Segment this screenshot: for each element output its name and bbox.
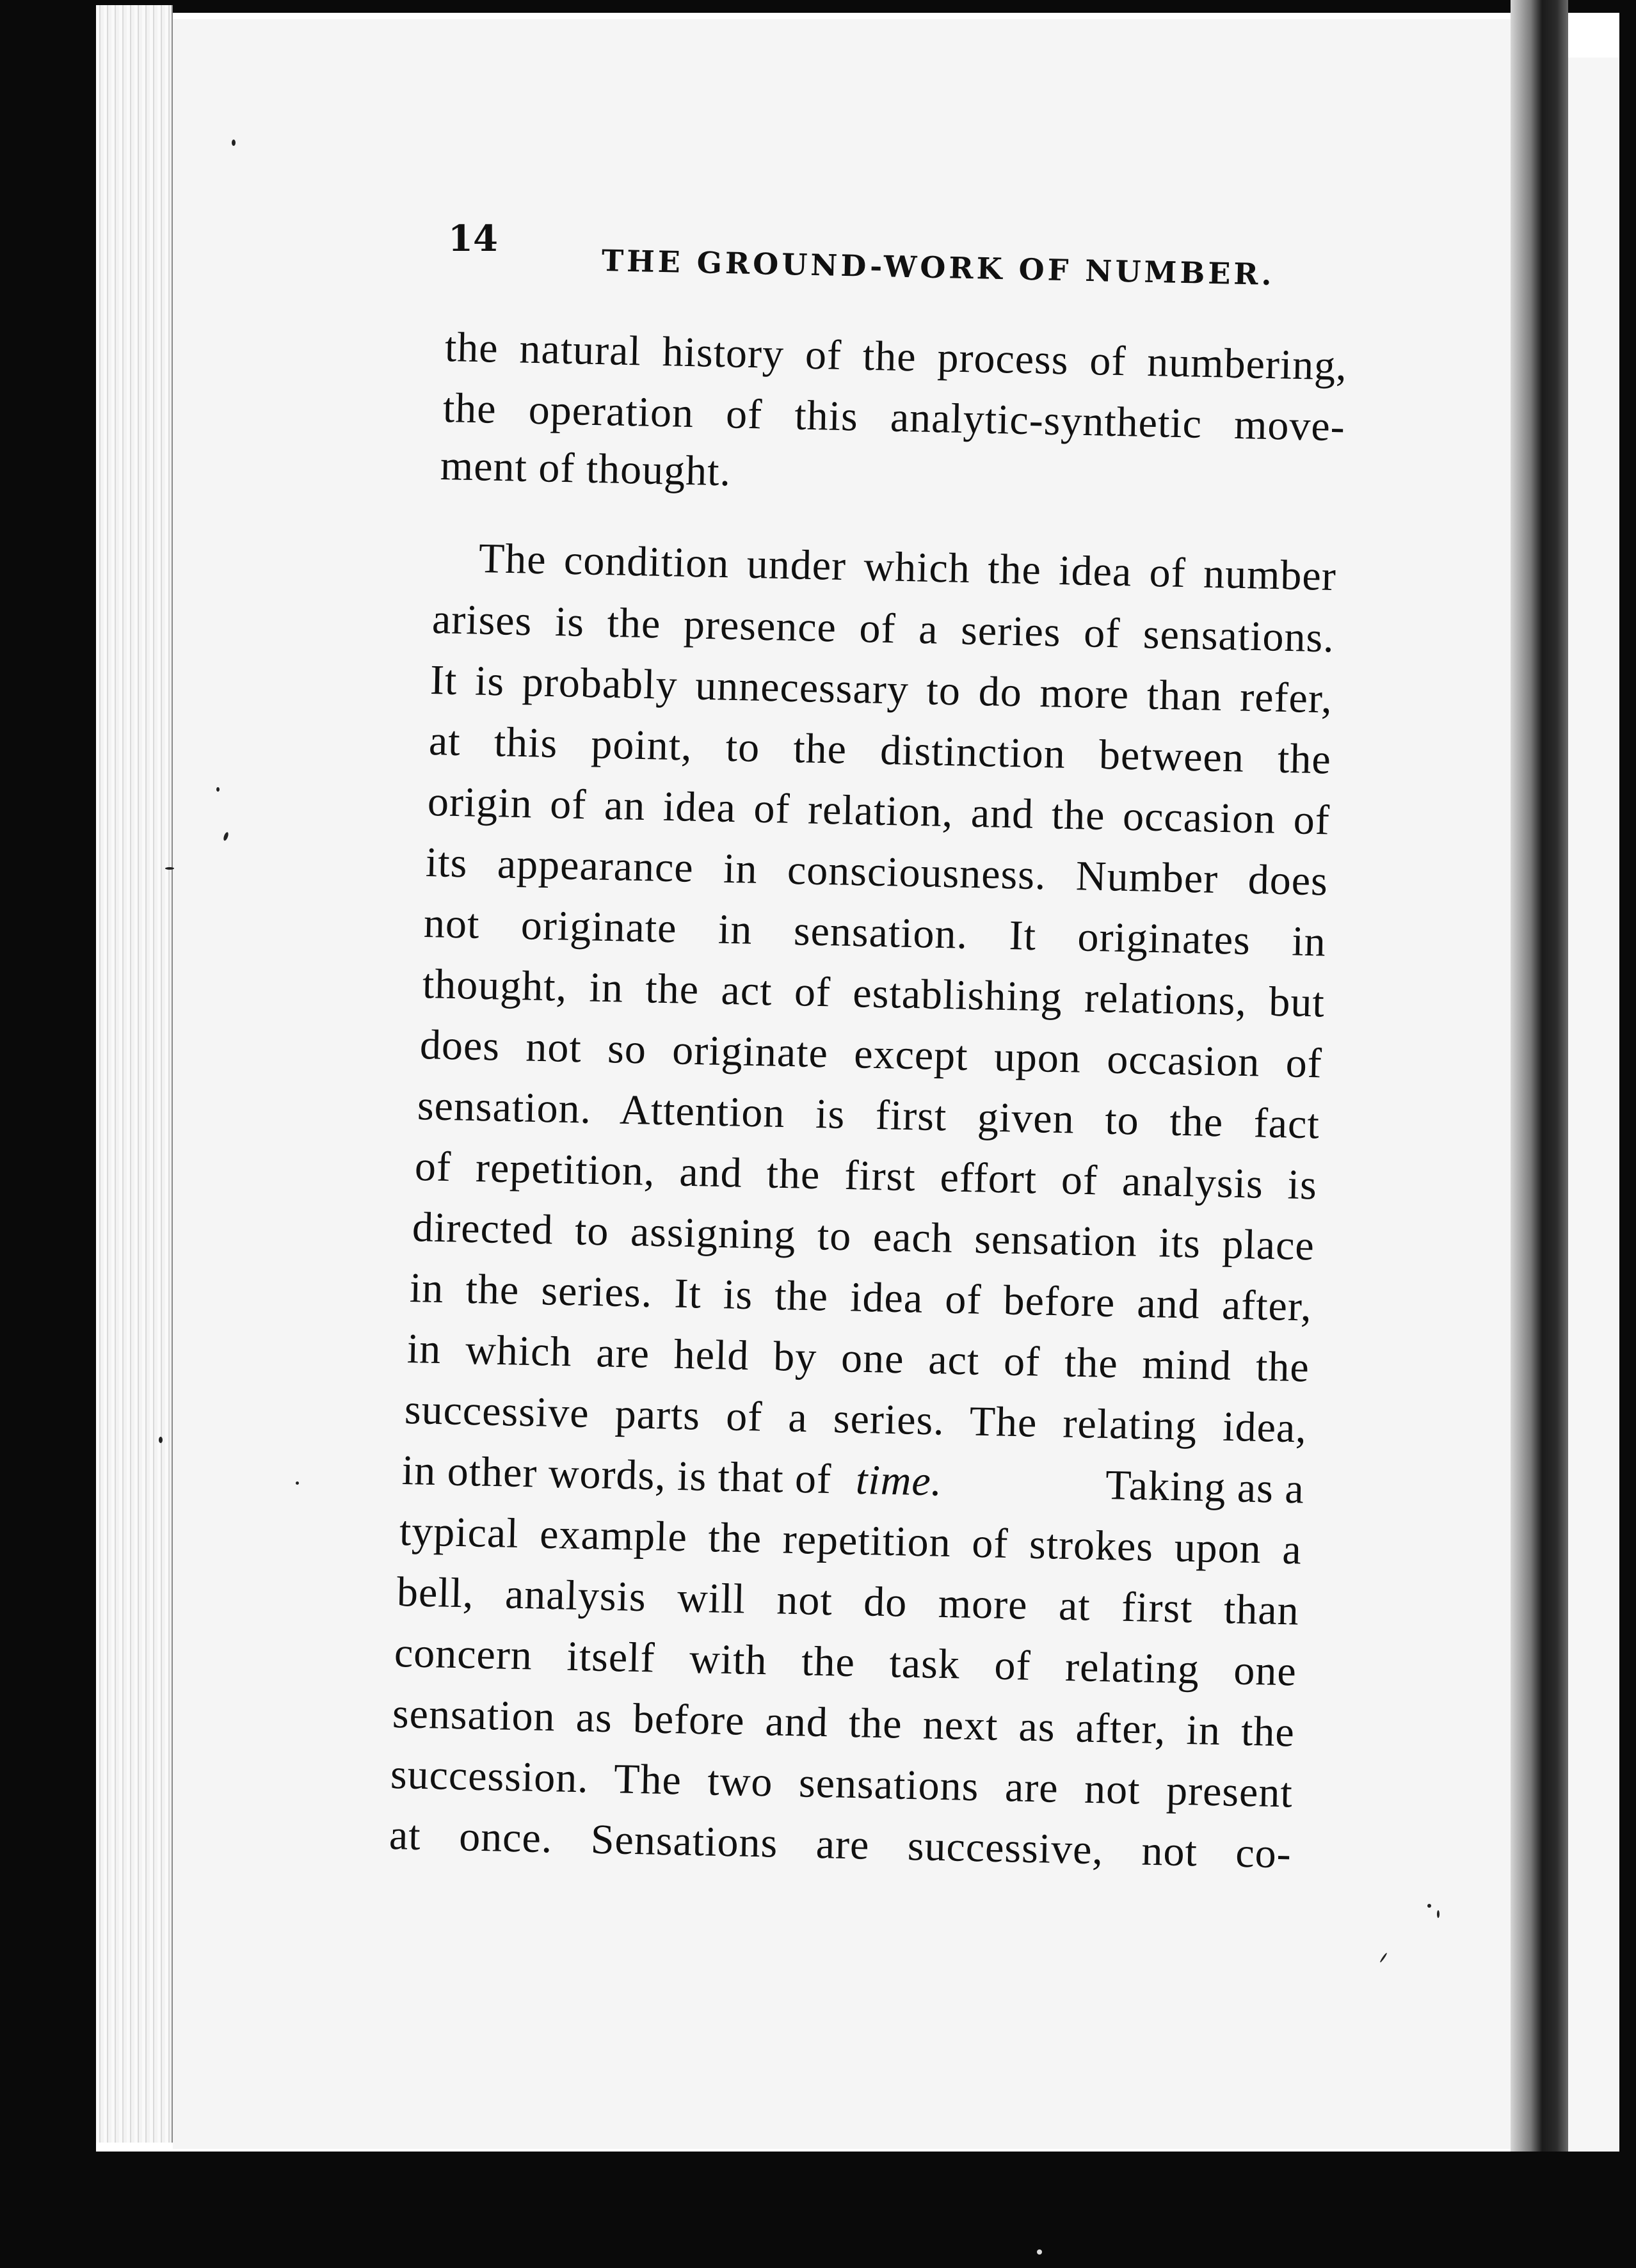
text-line: thought, in the act of establishing relations, but bbox=[422, 961, 1326, 1026]
text-line: its appearance in consciousness. Number does bbox=[425, 839, 1329, 905]
text-line: not originate in sensation. It originates in bbox=[423, 900, 1327, 966]
scan-border-right bbox=[1619, 0, 1636, 2268]
scan-speck bbox=[216, 787, 220, 792]
text-line: succession. The two sensations are not present bbox=[390, 1751, 1294, 1817]
text-line: sensation. Attention is first given to the fact bbox=[417, 1082, 1320, 1148]
text-line: successive parts of a series. The relating idea, bbox=[404, 1386, 1308, 1452]
page-number: 14 bbox=[448, 218, 498, 260]
scan-speck bbox=[296, 1481, 299, 1485]
text-line: The condition under which the idea of number bbox=[478, 535, 1337, 600]
book-gutter bbox=[1511, 0, 1568, 2176]
text-segment: in other words, is that of bbox=[401, 1447, 832, 1503]
text-line: at this point, to the distinction between the bbox=[428, 717, 1332, 783]
page-stack-edge bbox=[96, 5, 173, 2143]
scan-border-top bbox=[0, 0, 1636, 13]
text-line: origin of an idea of relation, and the occasion of bbox=[427, 778, 1331, 844]
text-line: does not so originate except upon occasion of bbox=[419, 1021, 1323, 1087]
text-line: arises is the presence of a series of sensations. bbox=[431, 596, 1335, 662]
text-line: ment of thought. bbox=[440, 442, 732, 495]
text-line: the operation of this analytic-synthetic move- bbox=[442, 385, 1346, 451]
text-line: in the series. It is the idea of before and after, bbox=[409, 1265, 1313, 1330]
scan-speck bbox=[1427, 1904, 1431, 1908]
text-line: directed to assigning to each sensation its place bbox=[412, 1204, 1315, 1270]
scan-speck bbox=[1437, 1910, 1440, 1918]
scan-speck bbox=[165, 867, 174, 870]
text-line: sensation as before and the next as after, in the bbox=[392, 1690, 1295, 1756]
text-line: It is probably unnecessary to do more than refer, bbox=[429, 657, 1333, 723]
text-segment: Taking as a bbox=[1105, 1462, 1305, 1513]
text-line: concern itself with the task of relating one bbox=[394, 1629, 1297, 1695]
text-line: in which are held by one act of the mind the bbox=[406, 1325, 1310, 1391]
adjacent-page-edge bbox=[1568, 58, 1619, 2150]
scan-speck bbox=[232, 140, 236, 146]
scan-speck bbox=[159, 1437, 163, 1443]
text-line: of repetition, and the first effort of analysis is bbox=[414, 1143, 1318, 1209]
running-head: THE GROUND-WORK OF NUMBER. bbox=[601, 243, 1276, 292]
text-line: typical example the repetition of strokes upon a bbox=[399, 1508, 1303, 1574]
emphasized-word: time. bbox=[855, 1456, 943, 1505]
text-line: the natural history of the process of numbering, bbox=[444, 324, 1348, 390]
text-line: bell, analysis will not do more at first than bbox=[396, 1569, 1300, 1634]
scan-border-bottom bbox=[0, 2152, 1636, 2268]
scan-speck bbox=[1037, 2249, 1042, 2255]
text-line: at once. Sensations are successive, not co- bbox=[389, 1812, 1292, 1878]
scan-border-left bbox=[0, 0, 96, 2268]
